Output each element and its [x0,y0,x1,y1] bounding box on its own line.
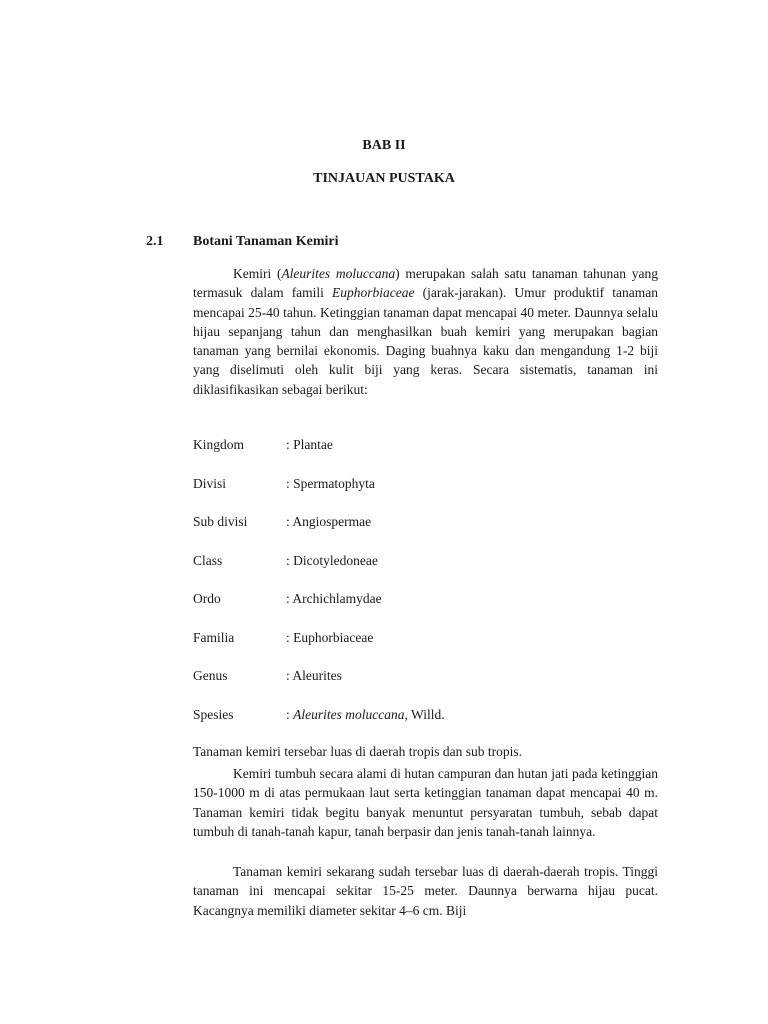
classification-key: Familia [193,630,235,645]
intro-family-name: Euphorbiaceae [332,285,415,301]
intro-paragraph [193,264,658,399]
intro-text-3: (jarak-jarakan). Umur produktif tanaman mencapai 25-40 tahun. Ketinggian tanaman dapat mencapai 40 meter. Daunnya selalu hijau sepanjang tahun dan menghasilkan buah kemiri yang merupakan bagian tanaman yang bernilai ekonomis. Daging buahnya kaku dan mengandung 1-2 biji yang diselimuti oleh kulit biji yang keras. Secara sistematis, tanaman ini diklasifikasikan sebagai berikut: [193,285,658,397]
classification-key: Divisi [193,476,227,491]
classification-key: Class [193,553,223,568]
classification-key: Ordo [193,591,221,606]
species-key: Spesies [193,707,234,722]
classification-value: : Dicotyledoneae [286,553,378,568]
classification-key: Kingdom [193,437,245,452]
intro-species-name: Aleurites moluccana [281,266,396,281]
classification-value: : Euphorbiaceae [286,630,374,645]
species-suffix: , Willd. [404,707,445,722]
classification-value: : Spermatophyta [286,476,375,491]
section-title: Botani Tanaman Kemiri [193,234,339,249]
classification-value: : Plantae [286,437,333,452]
intro-text-1: Kemiri ( [233,266,282,281]
species-prefix: : [286,707,294,722]
classification-key: Sub divisi [193,514,248,529]
classification-value: : Aleurites [286,668,342,683]
spread-line: Tanaman kemiri tersebar luas di daerah tropis dan sub tropis. [193,744,522,759]
section-number: 2.1 [146,234,164,249]
classification-value: : Archichlamydae [286,591,382,606]
classification-value: : Angiospermae [286,514,372,529]
species-name: Aleurites moluccana [293,707,405,722]
chapter-title: TINJAUAN PUSTAKA [313,171,455,186]
distribution-paragraph: Tanaman kemiri sekarang sudah tersebar luas di daerah-daerah tropis. Tinggi tanaman ini mencapai sekitar 15-25 meter. Daunnya berwarna hijau pucat. Kacangnya memiliki diameter sekitar 4–6 cm. Biji [193,864,658,918]
species-value [286,707,445,723]
intro-text-2: ) merupakan salah satu tanaman tahunan yang termasuk dalam famili [193,266,658,301]
chapter-heading: BAB II [362,138,406,153]
classification-key: Genus [193,668,228,683]
growth-paragraph: Kemiri tumbuh secara alami di hutan campuran dan hutan jati pada ketinggian 150-1000 m di atas permukaan laut serta ketinggian tanaman dapat mencapai 40 m. Tanaman kemiri tidak begitu banyak menuntut persyaratan tumbuh, sebab dapat tumbuh di tanah-tanah kapur, tanah berpasir dan jenis tanah-tanah lainnya. [193,766,658,839]
